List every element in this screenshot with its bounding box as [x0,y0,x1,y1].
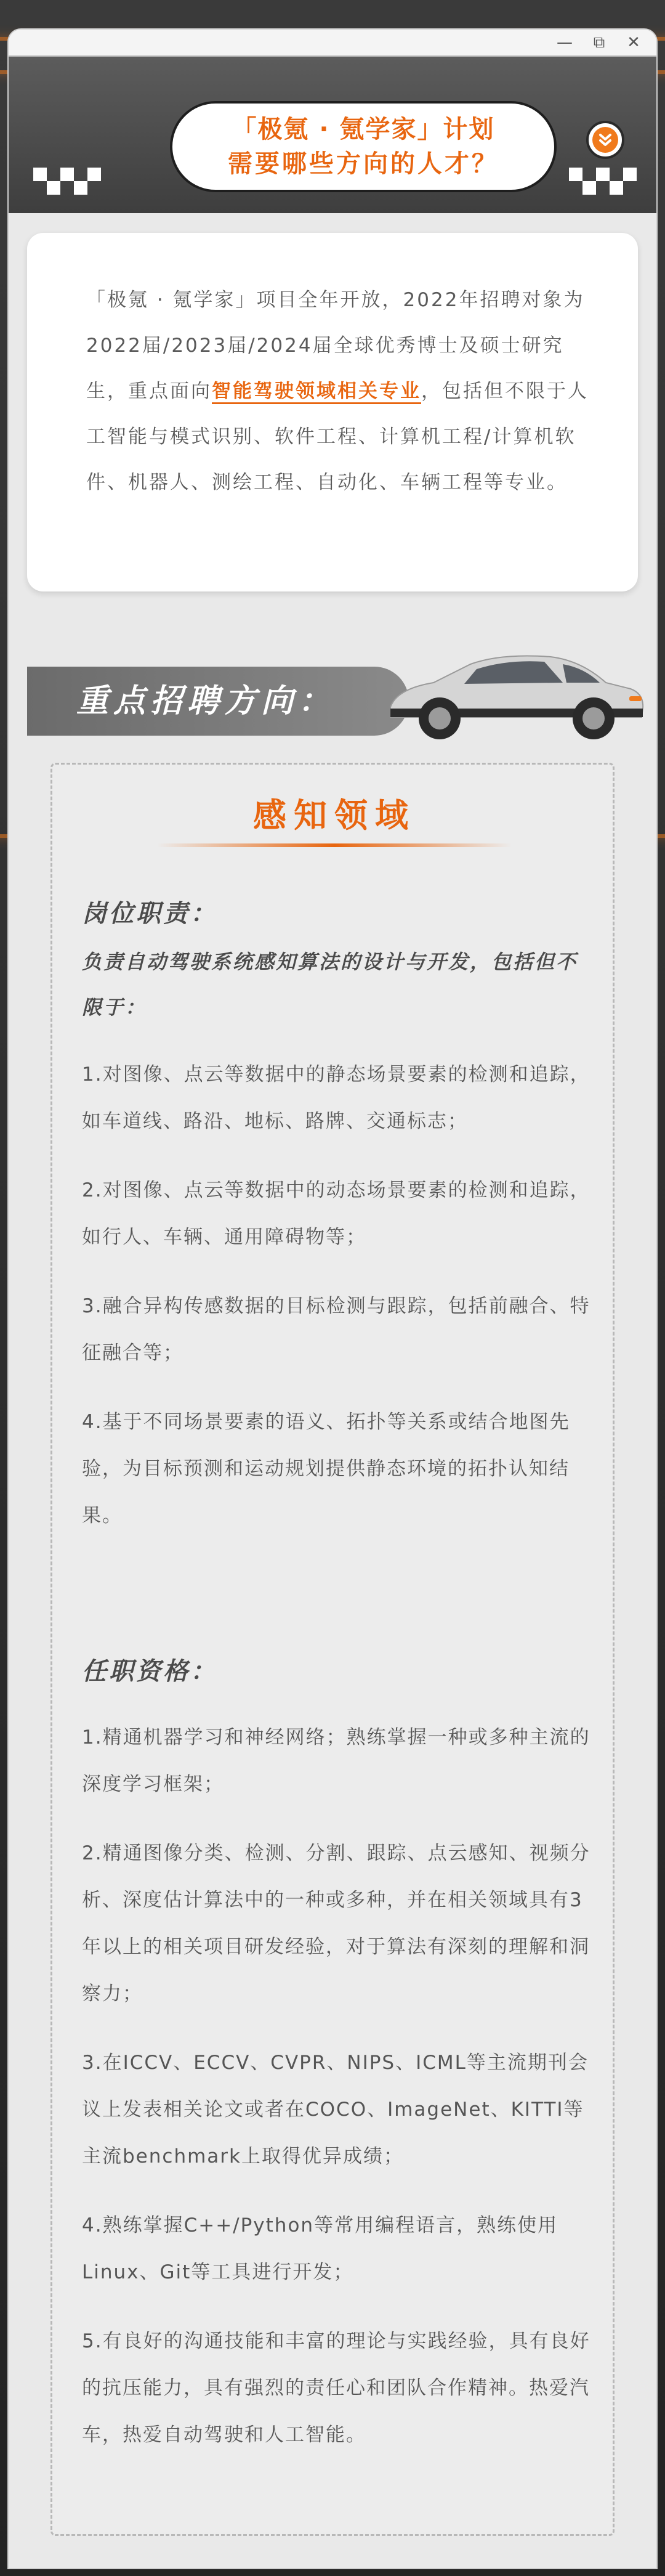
title-line-1: 「极氪 · 氪学家」计划 [232,115,495,144]
intro-text: 「极氪 · 氪学家」项目全年开放，2022年招聘对象为2022届/2023届/2024届全球优秀博士及硕士研究生，重点面向 [86,289,585,402]
checker-pattern-left [33,168,101,195]
list-item: 1.精通机器学习和神经网络；熟练掌握一种或多种主流的深度学习框架； [82,1726,590,1795]
page-title [170,101,557,192]
close-icon[interactable]: ✕ [627,33,640,52]
list-item: 3.在ICCV、ECCV、CVPR、NIPS、ICML等主流期刊会议上发表相关论文或者在COCO、ImageNet、KITTI等主流benchmark上取得优异成绩； [82,2052,589,2168]
double-chevron-down-icon[interactable] [586,121,624,159]
duties-heading: 岗位职责： [82,900,217,928]
qualifications-section [82,1652,593,2481]
duties-lead: 负责自动驾驶系统感知算法的设计与开发，包括但不限于： [82,950,578,1019]
title-underline [157,843,512,847]
list-item: 1.对图像、点云等数据中的静态场景要素的检测和追踪，如车道线、路沿、地标、路牌、交通标志； [82,1063,590,1132]
domain-card [50,763,615,2536]
list-item: 4.基于不同场景要素的语义、拓扑等关系或结合地图先验，为目标预测和运动规划提供静态环境的拓扑认知结果。 [82,1411,570,1527]
domain-title: 感知领域 [253,796,416,835]
intro-highlight: 智能驾驶领域相关专业 [212,380,421,402]
list-item: 3.融合异构传感数据的目标检测与跟踪，包括前融合、特征融合等； [82,1295,590,1364]
page-header [9,57,656,213]
list-item: 5.有良好的沟通技能和丰富的理论与实践经验，具有良好的抗压能力，具有强烈的责任心和团队合作精神。热爱汽车，热爱自动驾驶和人工智能。 [82,2330,590,2446]
list-item: 4.熟练掌握C++/Python等常用编程语言，熟练使用Linux、Git等工具进行开发； [82,2214,558,2283]
intro-card [27,233,638,591]
list-item: 2.精通图像分类、检测、分割、跟踪、点云感知、视频分析、深度估计算法中的一种或多种，并在相关领域具有3年以上的相关项目研发经验，对于算法有深刻的理解和洞察力； [82,1842,590,2005]
title-line-2: 需要哪些方向的人才？ [228,150,499,178]
duties-section [82,894,593,1561]
minimize-icon[interactable]: — [557,33,573,52]
car-illustration [378,640,649,744]
window-titlebar [9,30,656,57]
checker-pattern-right [569,168,637,195]
qualifications-heading: 任职资格： [82,1657,217,1686]
restore-icon[interactable]: ⧉ [593,33,605,52]
list-item: 2.对图像、点云等数据中的动态场景要素的检测和追踪，如行人、车辆、通用障碍物等； [82,1179,590,1248]
app-window [9,30,656,2568]
section-banner: 重点招聘方向： [27,667,409,736]
intro-text-rest: ，包括但不限于人工智能与模式识别、软件工程、计算机工程/计算机软件、机器人、测绘工程、自动化、车辆工程等专业。 [86,380,589,494]
